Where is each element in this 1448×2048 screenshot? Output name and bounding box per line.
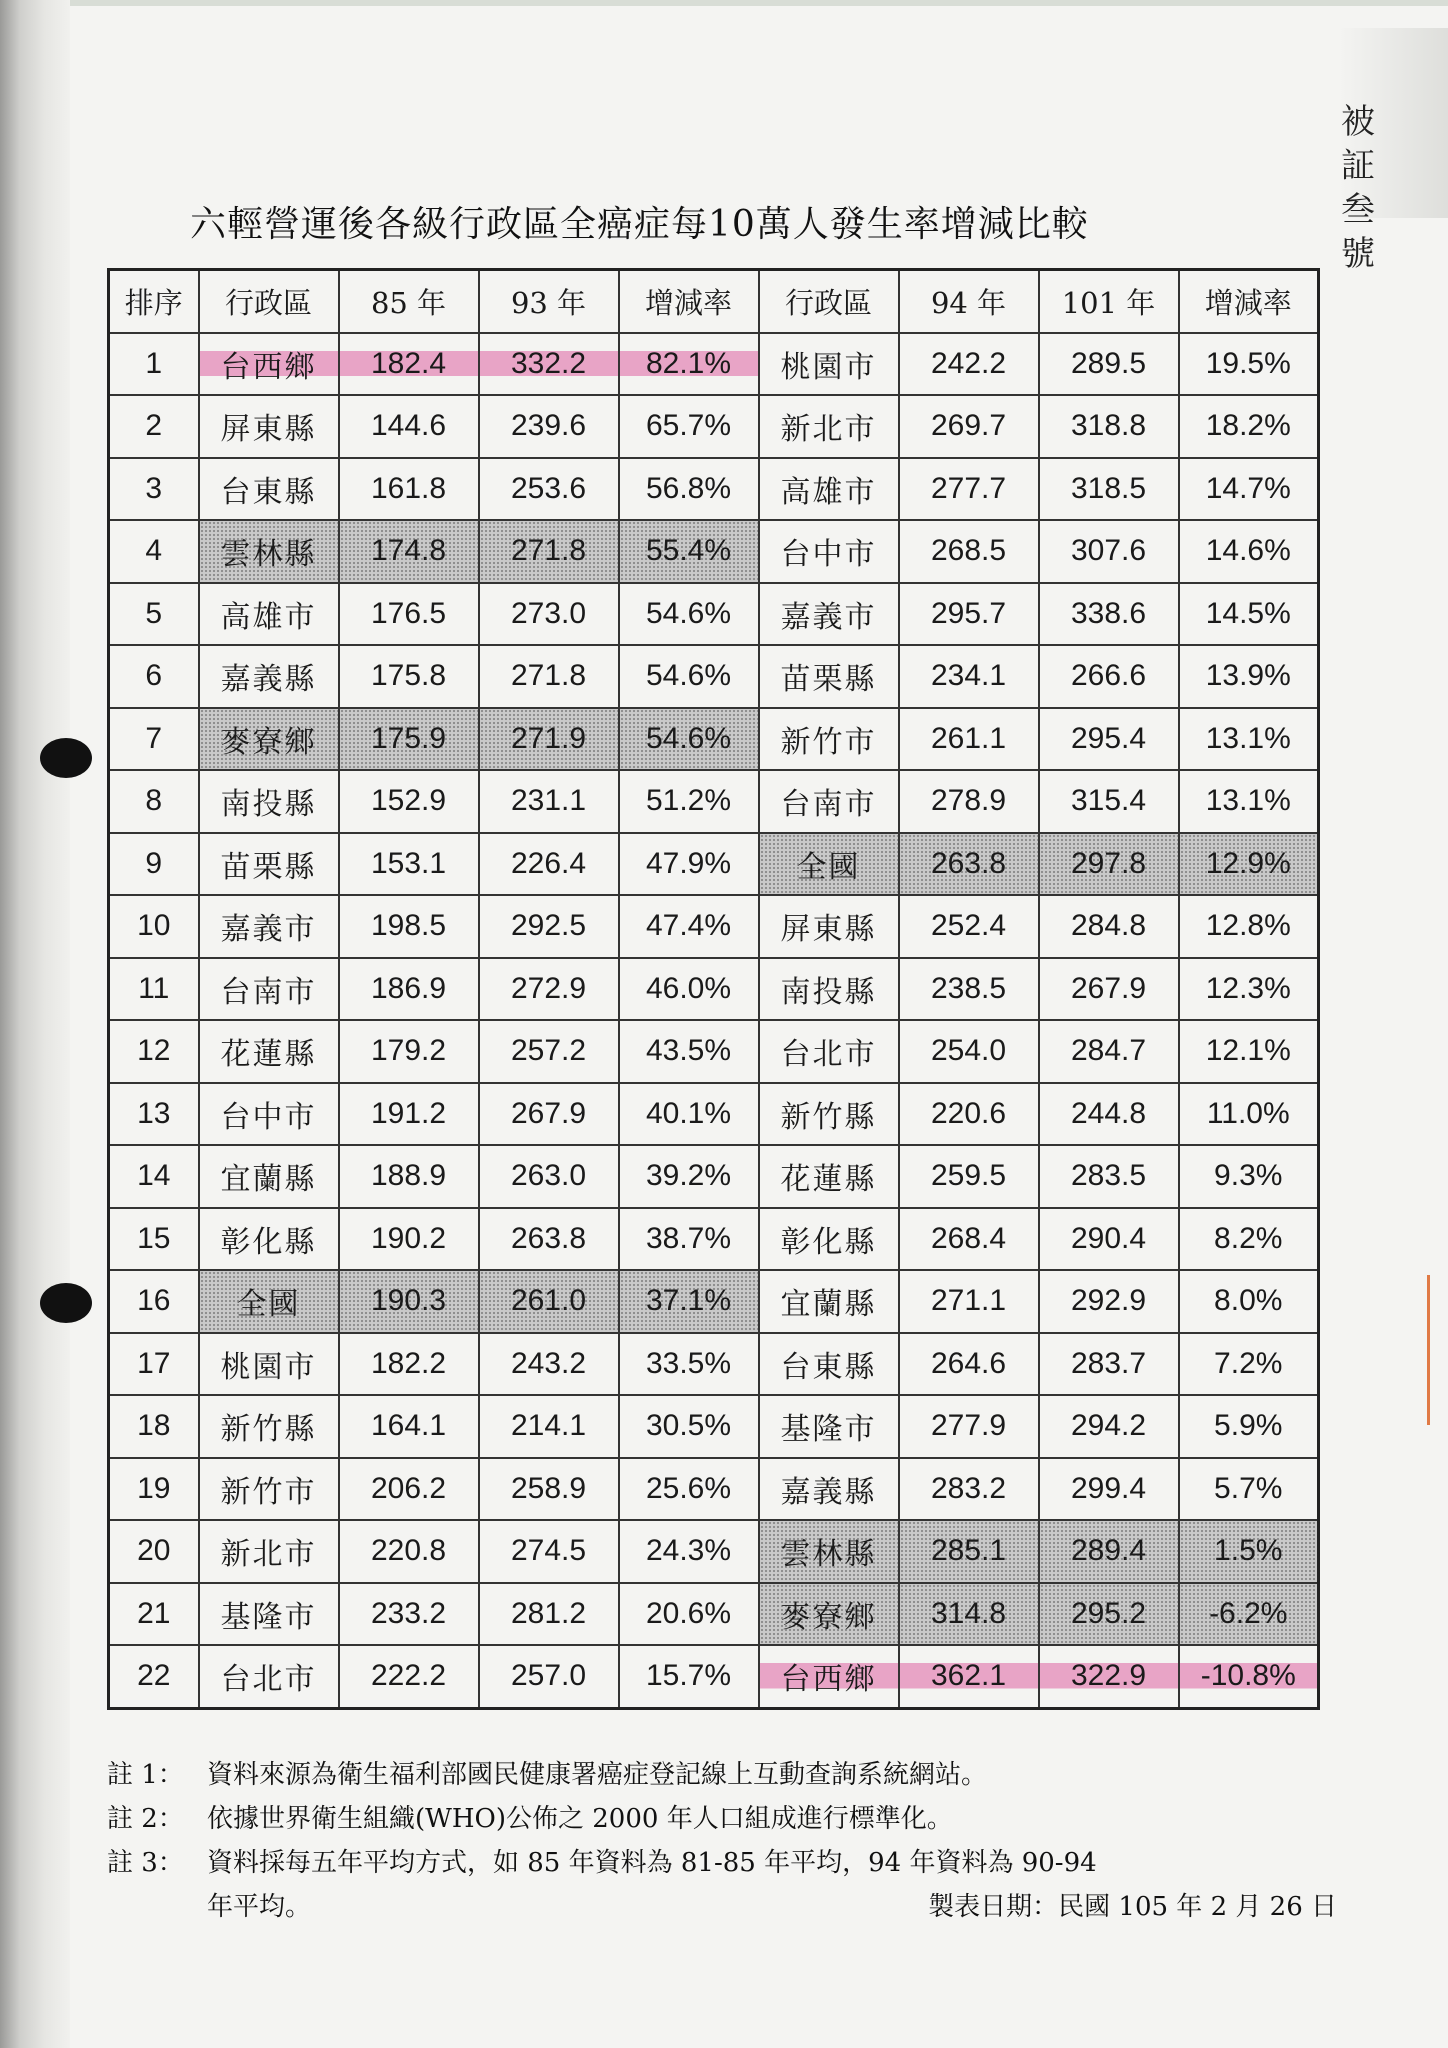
rate-b-cell: 18.2% (1179, 395, 1319, 458)
value-94-cell: 268.4 (899, 1208, 1039, 1271)
value-101-cell: 244.8 (1039, 1083, 1179, 1146)
value-101-cell: 294.2 (1039, 1395, 1179, 1458)
district-a-cell: 麥寮鄉 (199, 708, 339, 771)
district-a-cell: 嘉義市 (199, 895, 339, 958)
district-b-cell: 台南市 (759, 770, 899, 833)
value-101-cell: 266.6 (1039, 645, 1179, 708)
binder-ring-top (40, 738, 92, 778)
rate-b-cell: 13.9% (1179, 645, 1319, 708)
table-row (109, 583, 1319, 646)
rate-b-cell: 19.5% (1179, 333, 1319, 396)
rate-a-cell: 47.9% (619, 833, 759, 896)
header-year-101: 101 年 (1039, 270, 1179, 333)
value-93-cell: 261.0 (479, 1270, 619, 1333)
note-3: 註 3： 資料採每五年平均方式，如 85 年資料為 81-85 年平均，94 年資料為 90-94 (107, 1848, 1097, 1878)
value-94-cell: 277.7 (899, 458, 1039, 521)
value-101-cell: 284.7 (1039, 1020, 1179, 1083)
rank-cell: 16 (109, 1270, 199, 1333)
value-101-cell: 289.4 (1039, 1520, 1179, 1583)
table-row (109, 1020, 1319, 1083)
district-a-cell: 嘉義縣 (199, 645, 339, 708)
page-edge-tab (1427, 1275, 1448, 1425)
table-row (109, 1145, 1319, 1208)
value-85-cell: 190.3 (339, 1270, 479, 1333)
district-b-cell: 雲林縣 (759, 1520, 899, 1583)
value-85-cell: 175.9 (339, 708, 479, 771)
value-94-cell: 220.6 (899, 1083, 1039, 1146)
rate-a-cell: 38.7% (619, 1208, 759, 1271)
rate-b-cell: 14.5% (1179, 583, 1319, 646)
value-101-cell: 284.8 (1039, 895, 1179, 958)
rate-a-cell: 65.7% (619, 395, 759, 458)
value-101-cell: 289.5 (1039, 333, 1179, 396)
binder-ring-bottom (40, 1283, 92, 1323)
value-101-cell: 318.5 (1039, 458, 1179, 521)
header-district-b: 行政區 (759, 270, 899, 333)
value-101-cell: 318.8 (1039, 395, 1179, 458)
district-b-cell: 麥寮鄉 (759, 1583, 899, 1646)
rate-b-cell: 5.9% (1179, 1395, 1319, 1458)
document-title: 六輕營運後各級行政區全癌症每10萬人發生率增減比較 (190, 204, 1089, 245)
rank-cell: 10 (109, 895, 199, 958)
value-93-cell: 272.9 (479, 958, 619, 1021)
district-a-cell: 苗栗縣 (199, 833, 339, 896)
rate-a-cell: 24.3% (619, 1520, 759, 1583)
district-a-cell: 屏東縣 (199, 395, 339, 458)
value-93-cell: 271.8 (479, 645, 619, 708)
rate-a-cell: 20.6% (619, 1583, 759, 1646)
rank-cell: 3 (109, 458, 199, 521)
value-85-cell: 220.8 (339, 1520, 479, 1583)
value-94-cell: 285.1 (899, 1520, 1039, 1583)
value-93-cell: 271.9 (479, 708, 619, 771)
rate-a-cell: 54.6% (619, 583, 759, 646)
value-94-cell: 238.5 (899, 958, 1039, 1021)
district-b-cell: 桃園市 (759, 333, 899, 396)
table-row (109, 770, 1319, 833)
rate-a-cell: 56.8% (619, 458, 759, 521)
district-b-cell: 台中市 (759, 520, 899, 583)
value-93-cell: 257.0 (479, 1645, 619, 1708)
value-94-cell: 261.1 (899, 708, 1039, 771)
top-edge (70, 0, 1448, 6)
value-93-cell: 243.2 (479, 1333, 619, 1396)
value-85-cell: 186.9 (339, 958, 479, 1021)
rank-cell: 5 (109, 583, 199, 646)
rank-cell: 4 (109, 520, 199, 583)
table-row (109, 1083, 1319, 1146)
rate-b-cell: -10.8% (1179, 1645, 1319, 1708)
stamp-char: 被 (1341, 102, 1375, 142)
rate-b-cell: 9.3% (1179, 1145, 1319, 1208)
district-a-cell: 新竹縣 (199, 1395, 339, 1458)
value-93-cell: 274.5 (479, 1520, 619, 1583)
evidence-stamp (1323, 100, 1393, 276)
rate-a-cell: 33.5% (619, 1333, 759, 1396)
rate-a-cell: 46.0% (619, 958, 759, 1021)
binder-edge (0, 0, 70, 2048)
value-85-cell: 233.2 (339, 1583, 479, 1646)
value-93-cell: 231.1 (479, 770, 619, 833)
value-94-cell: 362.1 (899, 1645, 1039, 1708)
value-93-cell: 273.0 (479, 583, 619, 646)
district-b-cell: 新竹縣 (759, 1083, 899, 1146)
district-b-cell: 基隆市 (759, 1395, 899, 1458)
stamp-char: 號 (1341, 234, 1375, 274)
rate-a-cell: 55.4% (619, 520, 759, 583)
district-b-cell: 彰化縣 (759, 1208, 899, 1271)
table-row (109, 1583, 1319, 1646)
value-94-cell: 259.5 (899, 1145, 1039, 1208)
rate-b-cell: 14.7% (1179, 458, 1319, 521)
value-94-cell: 254.0 (899, 1020, 1039, 1083)
value-94-cell: 268.5 (899, 520, 1039, 583)
value-101-cell: 290.4 (1039, 1208, 1179, 1271)
table-row (109, 1520, 1319, 1583)
value-93-cell: 267.9 (479, 1083, 619, 1146)
district-b-cell: 高雄市 (759, 458, 899, 521)
value-93-cell: 258.9 (479, 1458, 619, 1521)
rank-cell: 2 (109, 395, 199, 458)
value-93-cell: 263.8 (479, 1208, 619, 1271)
rank-cell: 14 (109, 1145, 199, 1208)
value-101-cell: 307.6 (1039, 520, 1179, 583)
value-85-cell: 222.2 (339, 1645, 479, 1708)
rate-a-cell: 47.4% (619, 895, 759, 958)
value-101-cell: 283.5 (1039, 1145, 1179, 1208)
rank-cell: 17 (109, 1333, 199, 1396)
district-a-cell: 台東縣 (199, 458, 339, 521)
rate-b-cell: 12.1% (1179, 1020, 1319, 1083)
note-3-continued: 年平均。 製表日期：民國 105 年 2 月 26 日 (107, 1885, 1337, 1929)
district-b-cell: 台東縣 (759, 1333, 899, 1396)
table-row (109, 395, 1319, 458)
value-93-cell: 253.6 (479, 458, 619, 521)
table-row (109, 458, 1319, 521)
value-93-cell: 239.6 (479, 395, 619, 458)
rank-cell: 18 (109, 1395, 199, 1458)
rate-b-cell: 14.6% (1179, 520, 1319, 583)
table-row (109, 1333, 1319, 1396)
value-85-cell: 198.5 (339, 895, 479, 958)
header-district-a: 行政區 (199, 270, 339, 333)
value-85-cell: 182.2 (339, 1333, 479, 1396)
header-rate-a: 增減率 (619, 270, 759, 333)
rank-cell: 7 (109, 708, 199, 771)
value-94-cell: 314.8 (899, 1583, 1039, 1646)
district-b-cell: 南投縣 (759, 958, 899, 1021)
district-a-cell: 新竹市 (199, 1458, 339, 1521)
table-row (109, 1270, 1319, 1333)
district-a-cell: 基隆市 (199, 1583, 339, 1646)
stamp-char: 叁 (1341, 190, 1375, 230)
value-101-cell: 297.8 (1039, 833, 1179, 896)
header-rate-b: 增減率 (1179, 270, 1319, 333)
rate-b-cell: 11.0% (1179, 1083, 1319, 1146)
table-row (109, 833, 1319, 896)
rate-a-cell: 51.2% (619, 770, 759, 833)
rank-cell: 6 (109, 645, 199, 708)
rank-cell: 19 (109, 1458, 199, 1521)
table-row (109, 645, 1319, 708)
value-85-cell: 176.5 (339, 583, 479, 646)
value-85-cell: 152.9 (339, 770, 479, 833)
value-94-cell: 263.8 (899, 833, 1039, 896)
value-85-cell: 174.8 (339, 520, 479, 583)
value-101-cell: 292.9 (1039, 1270, 1179, 1333)
district-a-cell: 台西鄉 (199, 333, 339, 396)
rank-cell: 8 (109, 770, 199, 833)
value-93-cell: 332.2 (479, 333, 619, 396)
district-a-cell: 台南市 (199, 958, 339, 1021)
value-101-cell: 295.4 (1039, 708, 1179, 771)
value-93-cell: 281.2 (479, 1583, 619, 1646)
value-93-cell: 226.4 (479, 833, 619, 896)
rate-b-cell: 12.3% (1179, 958, 1319, 1021)
rank-cell: 9 (109, 833, 199, 896)
rate-b-cell: 1.5% (1179, 1520, 1319, 1583)
note-2: 註 2： 依據世界衛生組織(WHO)公佈之 2000 年人口組成進行標準化。 (107, 1804, 953, 1834)
value-85-cell: 182.4 (339, 333, 479, 396)
rate-b-cell: 8.0% (1179, 1270, 1319, 1333)
rate-a-cell: 37.1% (619, 1270, 759, 1333)
value-85-cell: 206.2 (339, 1458, 479, 1521)
district-a-cell: 桃園市 (199, 1333, 339, 1396)
table-header-row (109, 270, 1319, 333)
value-94-cell: 283.2 (899, 1458, 1039, 1521)
rank-cell: 21 (109, 1583, 199, 1646)
rate-b-cell: -6.2% (1179, 1583, 1319, 1646)
district-a-cell: 南投縣 (199, 770, 339, 833)
stamp-char: 証 (1341, 146, 1375, 186)
rate-b-cell: 13.1% (1179, 708, 1319, 771)
value-85-cell: 161.8 (339, 458, 479, 521)
value-101-cell: 299.4 (1039, 1458, 1179, 1521)
table-row (109, 1645, 1319, 1708)
district-b-cell: 宜蘭縣 (759, 1270, 899, 1333)
table-row (109, 895, 1319, 958)
rate-a-cell: 82.1% (619, 333, 759, 396)
table-row (109, 708, 1319, 771)
value-85-cell: 153.1 (339, 833, 479, 896)
header-rank: 排序 (109, 270, 199, 333)
district-b-cell: 全國 (759, 833, 899, 896)
value-93-cell: 257.2 (479, 1020, 619, 1083)
made-date: 製表日期：民國 105 年 2 月 26 日 (928, 1892, 1337, 1922)
rate-a-cell: 43.5% (619, 1020, 759, 1083)
value-101-cell: 283.7 (1039, 1333, 1179, 1396)
value-94-cell: 295.7 (899, 583, 1039, 646)
value-93-cell: 263.0 (479, 1145, 619, 1208)
district-a-cell: 全國 (199, 1270, 339, 1333)
rate-b-cell: 7.2% (1179, 1333, 1319, 1396)
table-row (109, 1395, 1319, 1458)
district-b-cell: 台西鄉 (759, 1645, 899, 1708)
value-85-cell: 191.2 (339, 1083, 479, 1146)
district-a-cell: 花蓮縣 (199, 1020, 339, 1083)
value-94-cell: 277.9 (899, 1395, 1039, 1458)
rank-cell: 1 (109, 333, 199, 396)
value-94-cell: 252.4 (899, 895, 1039, 958)
table-row (109, 1208, 1319, 1271)
district-b-cell: 台北市 (759, 1020, 899, 1083)
rank-cell: 20 (109, 1520, 199, 1583)
value-101-cell: 267.9 (1039, 958, 1179, 1021)
value-94-cell: 242.2 (899, 333, 1039, 396)
header-year-94: 94 年 (899, 270, 1039, 333)
header-year-85: 85 年 (339, 270, 479, 333)
footnotes (107, 1753, 1337, 1929)
value-85-cell: 188.9 (339, 1145, 479, 1208)
value-93-cell: 271.8 (479, 520, 619, 583)
rate-b-cell: 12.8% (1179, 895, 1319, 958)
value-101-cell: 315.4 (1039, 770, 1179, 833)
rate-a-cell: 25.6% (619, 1458, 759, 1521)
district-a-cell: 台中市 (199, 1083, 339, 1146)
district-b-cell: 屏東縣 (759, 895, 899, 958)
value-94-cell: 234.1 (899, 645, 1039, 708)
value-85-cell: 190.2 (339, 1208, 479, 1271)
value-85-cell: 179.2 (339, 1020, 479, 1083)
header-year-93: 93 年 (479, 270, 619, 333)
district-b-cell: 嘉義市 (759, 583, 899, 646)
value-94-cell: 278.9 (899, 770, 1039, 833)
value-101-cell: 322.9 (1039, 1645, 1179, 1708)
rank-cell: 15 (109, 1208, 199, 1271)
rate-a-cell: 40.1% (619, 1083, 759, 1146)
value-94-cell: 269.7 (899, 395, 1039, 458)
value-93-cell: 214.1 (479, 1395, 619, 1458)
district-a-cell: 新北市 (199, 1520, 339, 1583)
rate-b-cell: 13.1% (1179, 770, 1319, 833)
district-a-cell: 彰化縣 (199, 1208, 339, 1271)
rate-a-cell: 54.6% (619, 645, 759, 708)
district-a-cell: 雲林縣 (199, 520, 339, 583)
rank-cell: 11 (109, 958, 199, 1021)
rate-a-cell: 39.2% (619, 1145, 759, 1208)
rate-b-cell: 12.9% (1179, 833, 1319, 896)
district-a-cell: 台北市 (199, 1645, 339, 1708)
rank-cell: 12 (109, 1020, 199, 1083)
rate-a-cell: 30.5% (619, 1395, 759, 1458)
value-93-cell: 292.5 (479, 895, 619, 958)
value-94-cell: 271.1 (899, 1270, 1039, 1333)
district-a-cell: 高雄市 (199, 583, 339, 646)
value-85-cell: 175.8 (339, 645, 479, 708)
district-b-cell: 嘉義縣 (759, 1458, 899, 1521)
table-row (109, 958, 1319, 1021)
table-row (109, 1458, 1319, 1521)
district-b-cell: 新北市 (759, 395, 899, 458)
rate-a-cell: 54.6% (619, 708, 759, 771)
value-94-cell: 264.6 (899, 1333, 1039, 1396)
district-b-cell: 苗栗縣 (759, 645, 899, 708)
table-row (109, 520, 1319, 583)
rank-cell: 13 (109, 1083, 199, 1146)
table-row (109, 333, 1319, 396)
district-b-cell: 花蓮縣 (759, 1145, 899, 1208)
rate-b-cell: 5.7% (1179, 1458, 1319, 1521)
value-101-cell: 295.2 (1039, 1583, 1179, 1646)
value-85-cell: 164.1 (339, 1395, 479, 1458)
value-85-cell: 144.6 (339, 395, 479, 458)
district-b-cell: 新竹市 (759, 708, 899, 771)
rate-b-cell: 8.2% (1179, 1208, 1319, 1271)
rate-a-cell: 15.7% (619, 1645, 759, 1708)
incidence-table (107, 268, 1320, 1710)
rank-cell: 22 (109, 1645, 199, 1708)
note-1: 註 1： 資料來源為衛生福利部國民健康署癌症登記線上互動查詢系統網站。 (107, 1760, 988, 1790)
district-a-cell: 宜蘭縣 (199, 1145, 339, 1208)
value-101-cell: 338.6 (1039, 583, 1179, 646)
